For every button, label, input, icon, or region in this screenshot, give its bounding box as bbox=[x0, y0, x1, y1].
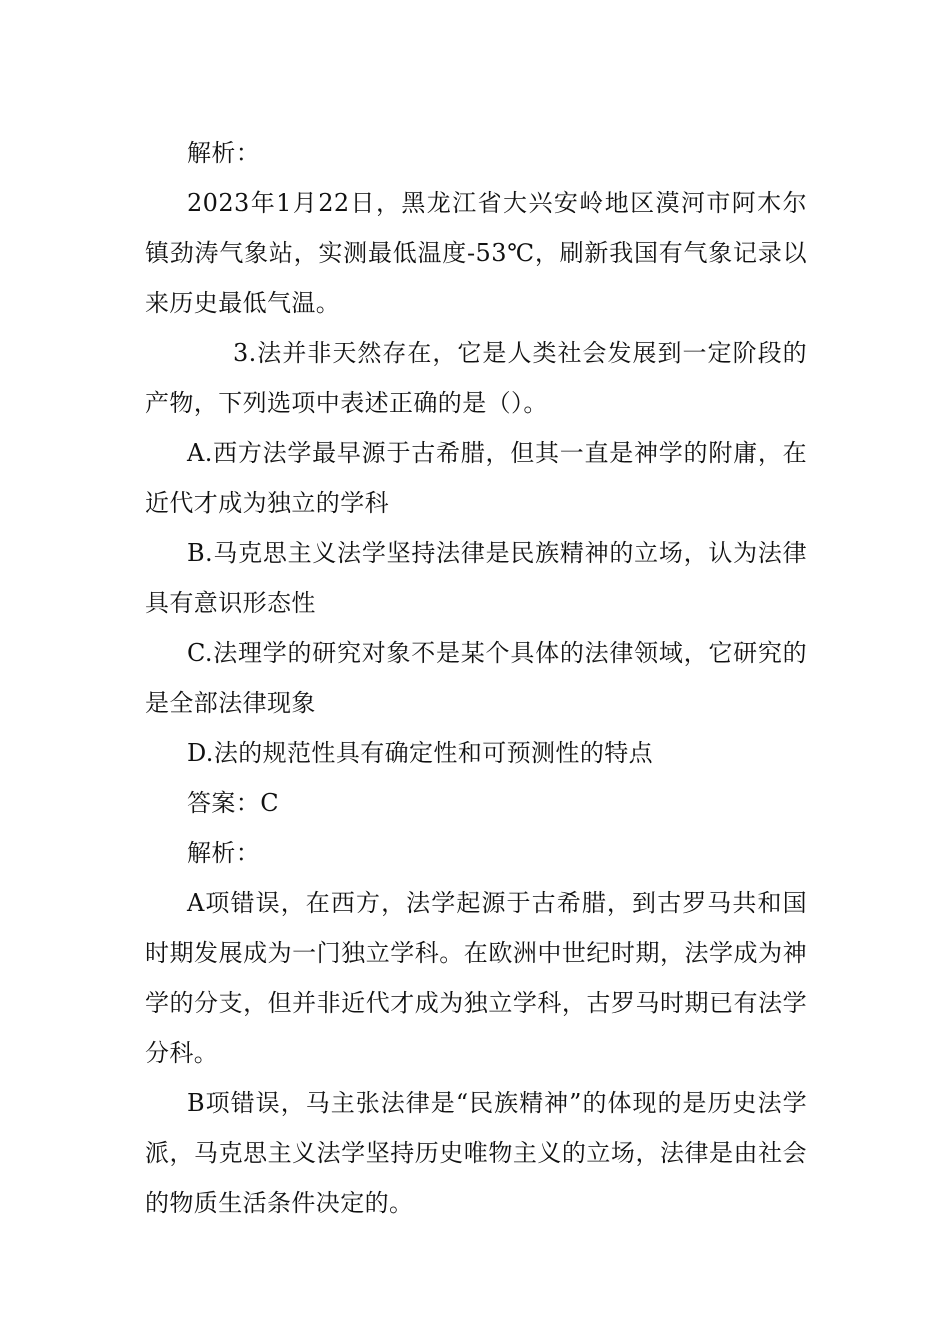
analysis-option-a: A项错误，在西方，法学起源于古希腊，到古罗马共和国时期发展成为一门独立学科。在欧洲中世纪时期，法学成为神学的分支，但并非近代才成为独立学科，古罗马时期已有法学分科。 bbox=[145, 889, 807, 1067]
analysis-label: 解析： bbox=[187, 139, 261, 167]
question-3-stem: 3.法并非天然存在，它是人类社会发展到一定阶段的产物，下列选项中表述正确的是（）。 bbox=[145, 339, 807, 417]
analysis-paragraph-temperature: 2023年1月22日，黑龙江省大兴安岭地区漠河市阿木尔镇劲涛气象站，实测最低温度-53℃，刷新我国有气象记录以来历史最低气温。 bbox=[145, 189, 807, 317]
option-d: D.法的规范性具有确定性和可预测性的特点 bbox=[187, 739, 654, 767]
option-c: C.法理学的研究对象不是某个具体的法律领域，它研究的是全部法律现象 bbox=[145, 639, 807, 717]
option-a: A.西方法学最早源于古希腊，但其一直是神学的附庸，在近代才成为独立的学科 bbox=[145, 439, 807, 517]
option-b: B.马克思主义法学坚持法律是民族精神的立场，认为法律具有意识形态性 bbox=[145, 539, 807, 617]
analysis-label-2: 解析： bbox=[187, 839, 261, 867]
answer-line: 答案：C bbox=[187, 789, 279, 817]
analysis-option-b: B项错误，马主张法律是“民族精神”的体现的是历史法学派，马克思主义法学坚持历史唯物主义的立场，法律是由社会的物质生活条件决定的。 bbox=[145, 1089, 807, 1217]
document-page bbox=[145, 128, 807, 1228]
